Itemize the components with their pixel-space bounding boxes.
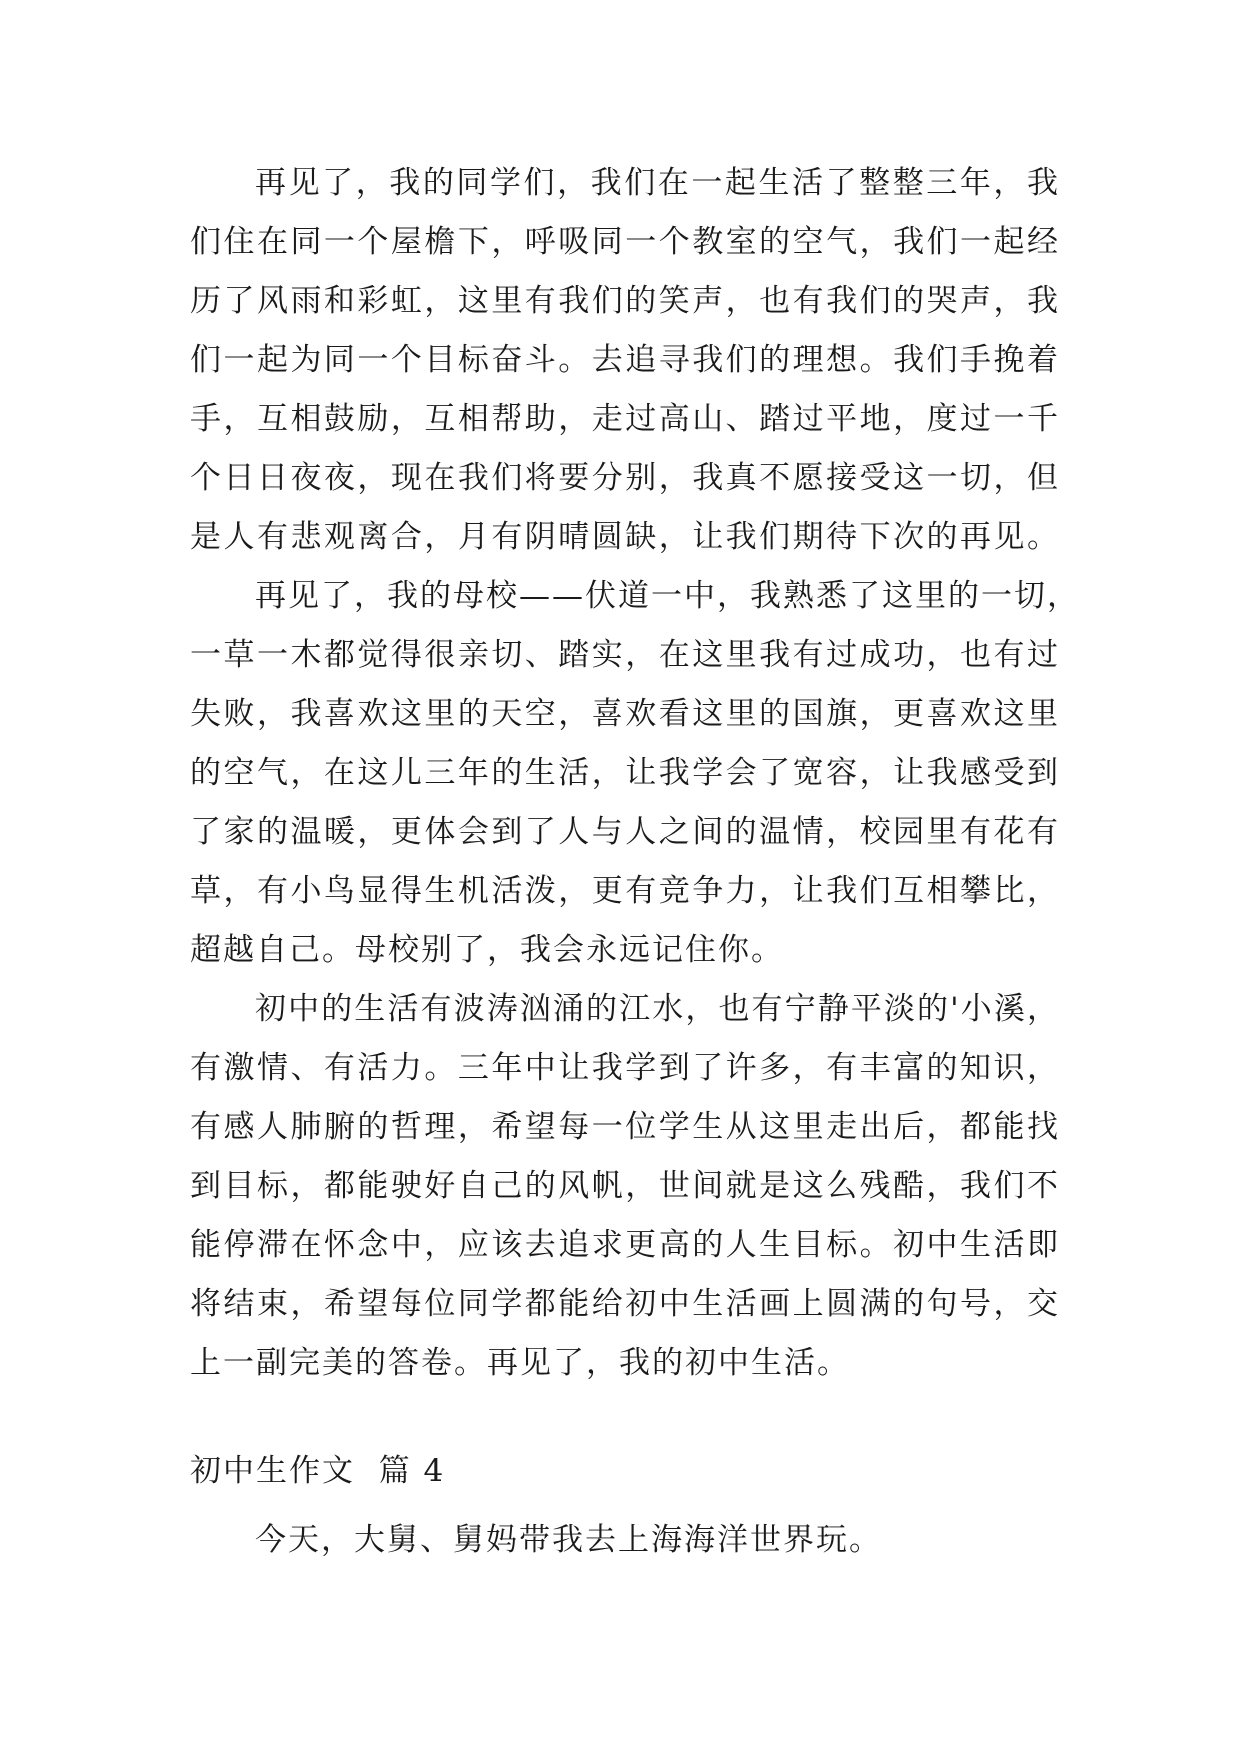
paragraph-1-line-7: 是人有悲观离合，月有阴晴圆缺，让我们期待下次的再见。 [190, 519, 1060, 555]
paragraph-2-line-1: 再见了，我的母校——伏道一中，我熟悉了这里的一切， [255, 578, 1080, 614]
paragraph-2-line-5: 了家的温暖，更体会到了人与人之间的温情，校园里有花有 [190, 814, 1060, 850]
paragraph-1-line-1: 再见了，我的同学们，我们在一起生活了整整三年，我 [255, 165, 1060, 201]
paragraph-2-line-7: 超越自己。母校别了，我会永远记住你。 [190, 932, 784, 968]
closing-paragraph: 今天，大舅、舅妈带我去上海海洋世界玩。 [255, 1522, 882, 1558]
paragraph-1-line-6: 个日日夜夜，现在我们将要分别，我真不愿接受这一切，但 [190, 460, 1060, 496]
paragraph-1-line-2: 们住在同一个屋檐下，呼吸同一个教室的空气，我们一起经 [190, 224, 1060, 260]
paragraph-3-line-1: 初中的生活有波涛汹涌的江水，也有宁静平淡的'小溪， [255, 991, 1060, 1027]
paragraph-2-line-2: 一草一木都觉得很亲切、踏实，在这里我有过成功，也有过 [190, 637, 1060, 673]
paragraph-1-line-3: 历了风雨和彩虹，这里有我们的笑声，也有我们的哭声，我 [190, 283, 1060, 319]
paragraph-3-line-2: 有激情、有活力。三年中让我学到了许多，有丰富的知识， [190, 1050, 1060, 1086]
paragraph-1-line-5: 手，互相鼓励，互相帮助，走过高山、踏过平地，度过一千 [190, 401, 1060, 437]
paragraph-3-line-5: 能停滞在怀念中，应该去追求更高的人生目标。初中生活即 [190, 1227, 1060, 1263]
paragraph-2-line-6: 草，有小鸟显得生机活泼，更有竞争力，让我们互相攀比， [190, 873, 1060, 909]
paragraph-2-line-4: 的空气，在这儿三年的生活，让我学会了宽容，让我感受到 [190, 755, 1060, 791]
paragraph-3-line-3: 有感人肺腑的哲理，希望每一位学生从这里走出后，都能找 [190, 1109, 1060, 1145]
paragraph-3-line-6: 将结束，希望每位同学都能给初中生活画上圆满的句号，交 [190, 1286, 1060, 1322]
paragraph-2-line-3: 失败，我喜欢这里的天空，喜欢看这里的国旗，更喜欢这里 [190, 696, 1060, 732]
paragraph-3-line-7: 上一副完美的答卷。再见了，我的初中生活。 [190, 1345, 850, 1381]
paragraph-3-line-4: 到目标，都能驶好自己的风帆，世间就是这么残酷，我们不 [190, 1168, 1060, 1204]
paragraph-1-line-4: 们一起为同一个目标奋斗。去追寻我们的理想。我们手挽着 [190, 342, 1060, 378]
section-heading: 初中生作文 篇 4 [190, 1453, 446, 1489]
